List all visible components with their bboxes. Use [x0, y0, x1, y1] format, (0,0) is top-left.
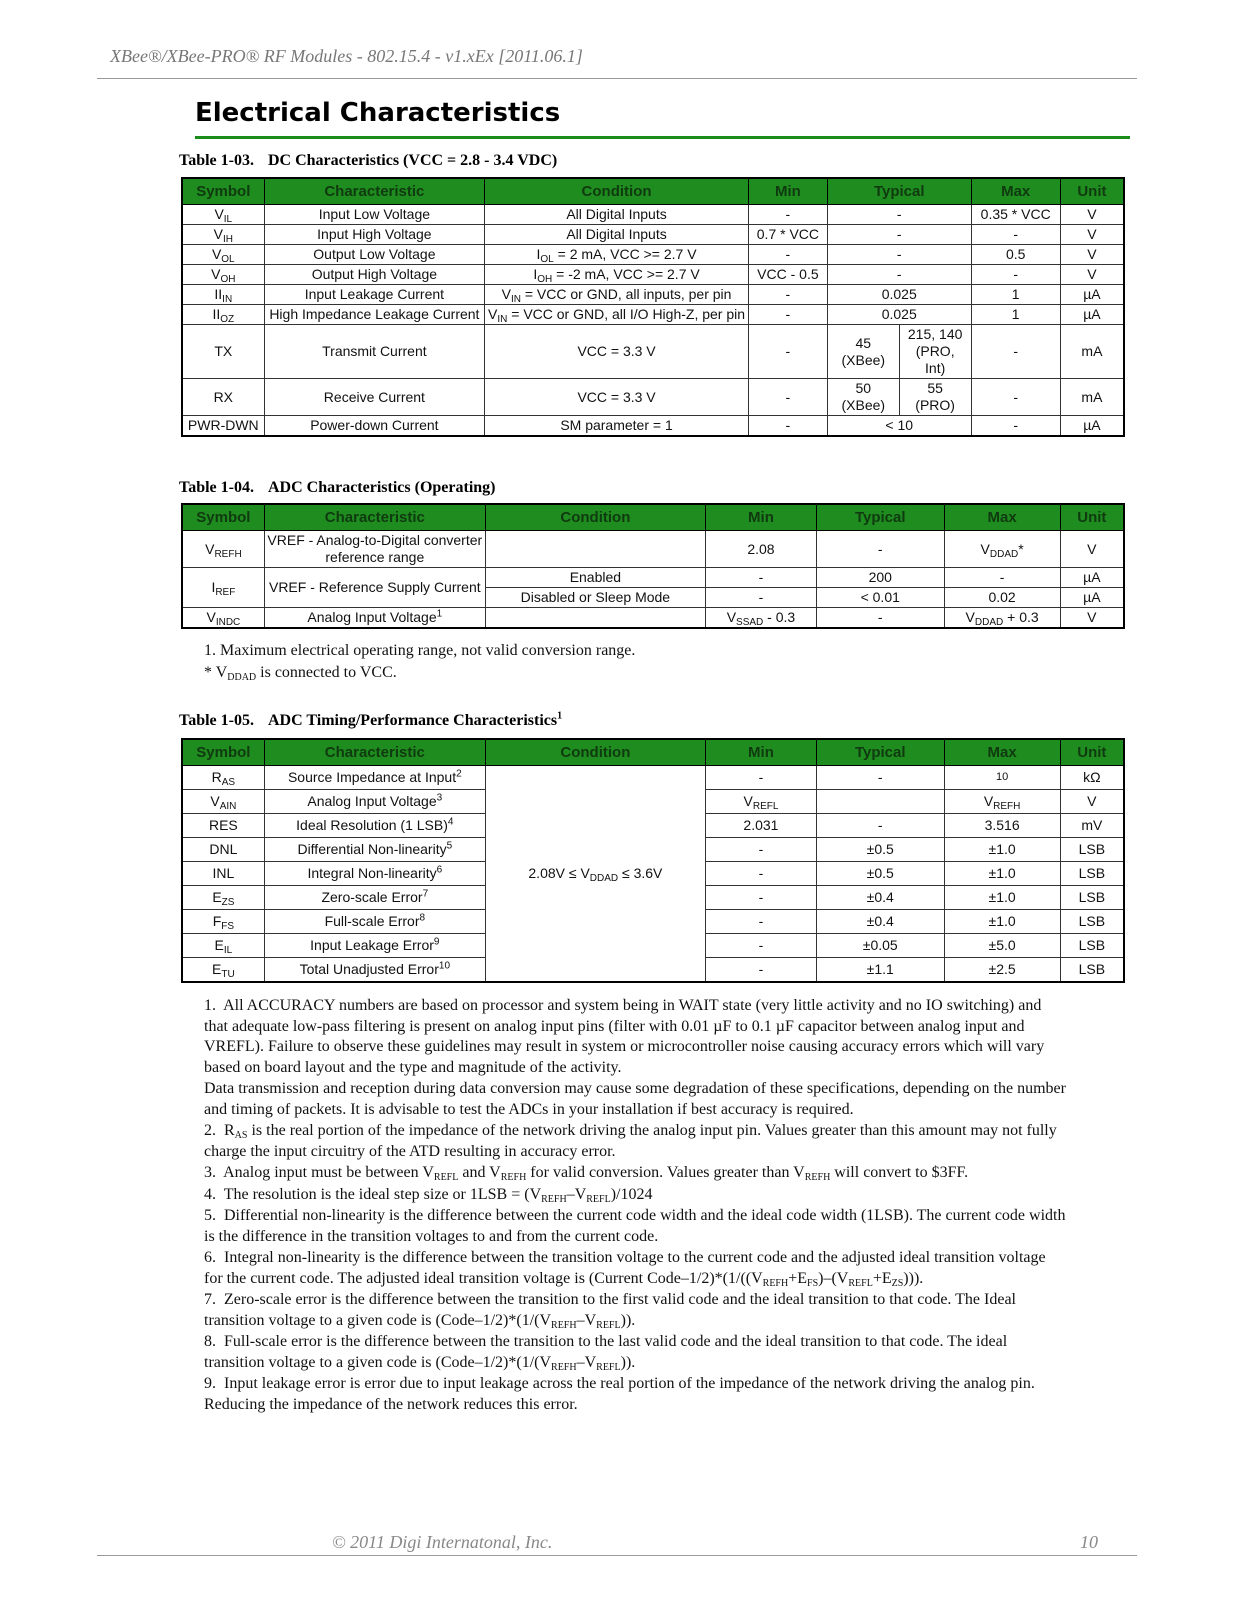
col-header: Max [944, 504, 1060, 531]
note-6: 6. Integral non-linearity is the difference between the transition voltage to the current code and the adjusted ideal transition voltage for the current code. The adjusted ideal transition voltage is (Current Code–$1/2)*(1/((V_{REFH}+E_{FS})-(V_{REFL}+E_{ZS})))$. [204, 1249, 1046, 1289]
table2-title: ADC Characteristics (Operating) [267, 479, 496, 496]
col-header: Min [705, 504, 816, 531]
col-header: Unit [1060, 504, 1124, 531]
table1-caption [179, 152, 557, 170]
table-row: Disabled or Sleep Mode - < 0.01 0.02 µA [182, 588, 1124, 608]
footer-page-number: 10 [1080, 1532, 1098, 1552]
footer-copyright: © 2011 Digi Internatonal, Inc. [332, 1532, 553, 1552]
col-header: Condition [485, 178, 749, 205]
table2-number: Table 1-04. [179, 479, 254, 496]
table1-title: DC Characteristics (VCC = 2.8 - 3.4 VDC) [267, 152, 558, 169]
note-3: 3. Analog input must be between $V_{REFL}$ and $V_{REFH}$ for valid conversion. Values greater than $V_{REFH}$ will convert to $3FF. [204, 1164, 969, 1183]
table-row: $V_{IH}$ Input High Voltage All Digital Inputs 0.7 * VCC - - V [182, 225, 1124, 245]
col-header: Symbol [182, 739, 264, 766]
dc-characteristics-table [181, 177, 1125, 437]
table-row: TX Transmit Current VCC = 3.3 V - 45 (XBee) 215, 140 (PRO, Int) - mA [182, 325, 1124, 379]
table2-notes [204, 641, 635, 684]
note-8: 8. Full-scale error is the difference between the transition to the last valid code and the ideal transition to that code. The ideal transition voltage to a given code is $(Code-1/2)*(1/(V_{REFH}-V_{REFL}))$. [204, 1333, 1008, 1373]
table3-number: Table 1-05. [179, 712, 254, 729]
running-header: XBee®/XBee-PRO® RF Modules - 802.15.4 - v1.xEx [2011.06.1] [110, 46, 583, 66]
note-1: 1. Maximum electrical operating range, not valid conversion range. [204, 642, 636, 659]
col-header: Characteristic [264, 178, 485, 205]
table-header-row [182, 739, 1124, 766]
col-header: Condition [485, 739, 705, 766]
col-header: Typical [816, 504, 944, 531]
table-row: $F_{FS}$ Full-scale Error$^8$ - ±0.4 ±1.0 LSB [182, 910, 1124, 934]
col-header: Min [748, 178, 827, 205]
note-vddad: * $V_{DDAD}$ is connected to VCC. [204, 663, 397, 683]
table-row: $E_{IL}$ Input Leakage Error$^9$ - ±0.05 ±5.0 LSB [182, 934, 1124, 958]
col-header: Typical [827, 178, 971, 205]
note-7: 7. Zero-scale error is the difference between the transition to the first valid code and the ideal transition to that code. The Ideal transition voltage to a given code is $(Code-1/2)*(1/(V_{REFH}-V_{REFL}))$. [204, 1291, 1016, 1331]
title-rule [195, 136, 1130, 139]
table-row: $E_{ZS}$ Zero-scale Error$^7$ - ±0.4 ±1.0 LSB [182, 886, 1124, 910]
col-header: Max [944, 739, 1060, 766]
table-row: $V_{AIN}$ Analog Input Voltage$^3$ $V_{REFL}$ $V_{REFH}$ V [182, 790, 1124, 814]
table2-caption [179, 479, 495, 497]
table-row: $V_{REFH}$ VREF - Analog-to-Digital converter reference range 2.08 - $V_{DDAD}*$ V [182, 531, 1124, 568]
col-header: Symbol [182, 504, 264, 531]
col-header: Characteristic [264, 504, 485, 531]
col-header: Symbol [182, 178, 264, 205]
adc-characteristics-table [181, 503, 1125, 629]
table-row: RX Receive Current VCC = 3.3 V - 50 (XBee) 55 (PRO) - mA [182, 379, 1124, 416]
table-row: INL Integral Non-linearity$^6$ - ±0.5 ±1.0 LSB [182, 862, 1124, 886]
table1-number: Table 1-03. [179, 152, 254, 169]
table3-title: ADC Timing/Performance Characteristics [267, 712, 558, 729]
note-1: 1. All ACCURACY numbers are based on processor and system being in WAIT state (very little activity and no IO switching) and that adequate low-pass filtering is present on analog input pins (filter with 0.01 µF to 0.1 µF capacitor between analog input and VREFL). Failure to observe these guidelines may result in system or microcontroller noise causing accuracy errors which will vary based on board layout and the type and magnitude of the activity. [204, 997, 1045, 1076]
col-header: Typical [816, 739, 944, 766]
table-header-row [182, 178, 1124, 205]
col-header: Unit [1060, 739, 1124, 766]
col-header: Characteristic [264, 739, 485, 766]
table-row: $V_{INDC}$ Analog Input Voltage$^1$ $V_{SSAD} - 0.3$ - $V_{DDAD} + 0.3$ V [182, 608, 1124, 629]
table3-notes [204, 996, 1066, 1416]
table-row: $E_{TU}$ Total Unadjusted Error$^{10}$ - ±1.1 ±2.5 LSB [182, 958, 1124, 982]
table-header-row [182, 504, 1124, 531]
note-5: 5. Differential non-linearity is the difference between the current code width and the ideal code width (1LSB). The current code width is the difference in the transition voltages to and from the current code. [204, 1207, 1066, 1245]
footer-rule [97, 1555, 1137, 1556]
header-rule [97, 78, 1137, 79]
col-header: Max [971, 178, 1060, 205]
note-1b: Data transmission and reception during data conversion may cause some degradation of these specifications, depending on the number and timing of packets. It is advisable to test the ADCs in your installation if best accuracy is required. [204, 1080, 1066, 1118]
table-row: $V_{IL}$ Input Low Voltage All Digital Inputs - - 0.35 * VCC V [182, 205, 1124, 225]
table-row: PWR-DWN Power-down Current SM parameter = 1 - < 10 - µA [182, 416, 1124, 437]
table3-caption: Table 1-05. ADC Timing/Performance Characteristics$^1$ [179, 710, 563, 729]
note-4: 4. The resolution is the ideal step size or $1LSB = (V_{REFH}-V_{REFL})/1024$ [204, 1185, 653, 1205]
table-row: RES Ideal Resolution (1 LSB)$^4$ 2.031 - 3.516 mV [182, 814, 1124, 838]
note-9: 9. Input leakage error is error due to input leakage across the real portion of the impedance of the network driving the analog pin. Reducing the impedance of the network reduces this error. [204, 1375, 1035, 1413]
table-row: $V_{OH}$ Output High Voltage $I_{OH} = -2$ mA, VCC >= 2.7 V VCC - 0.5 - - V [182, 265, 1124, 285]
table-row: $R_{AS}$ Source Impedance at Input$^2$ $2.08V \le V_{DDAD} \le 3.6V$ - - 10 kΩ [182, 766, 1124, 790]
table-row: $II_{OZ}$ High Impedance Leakage Current $V_{IN}$ = VCC or GND, all I/O High-Z, per pin - 0.025 1 µA [182, 305, 1124, 325]
col-header: Unit [1060, 178, 1124, 205]
table-row: $V_{OL}$ Output Low Voltage $I_{OL} = 2$ mA, VCC >= 2.7 V - - 0.5 V [182, 245, 1124, 265]
section-title: Electrical Characteristics [195, 98, 561, 128]
col-header: Condition [485, 504, 705, 531]
note-2: 2. $R_{AS}$ is the real portion of the impedance of the network driving the analog input pin. Values greater than this amount may not fully charge the input circuitry of the ATD resulting in accuracy error. [204, 1122, 1057, 1160]
table-row: DNL Differential Non-linearity$^5$ - ±0.5 ±1.0 LSB [182, 838, 1124, 862]
adc-timing-table [181, 738, 1125, 983]
col-header: Min [705, 739, 816, 766]
table-row: $I_{REF}$ VREF - Reference Supply Current Enabled - 200 - µA [182, 568, 1124, 588]
table-row: $II_{IN}$ Input Leakage Current $V_{IN}$ = VCC or GND, all inputs, per pin - 0.025 1 µA [182, 285, 1124, 305]
